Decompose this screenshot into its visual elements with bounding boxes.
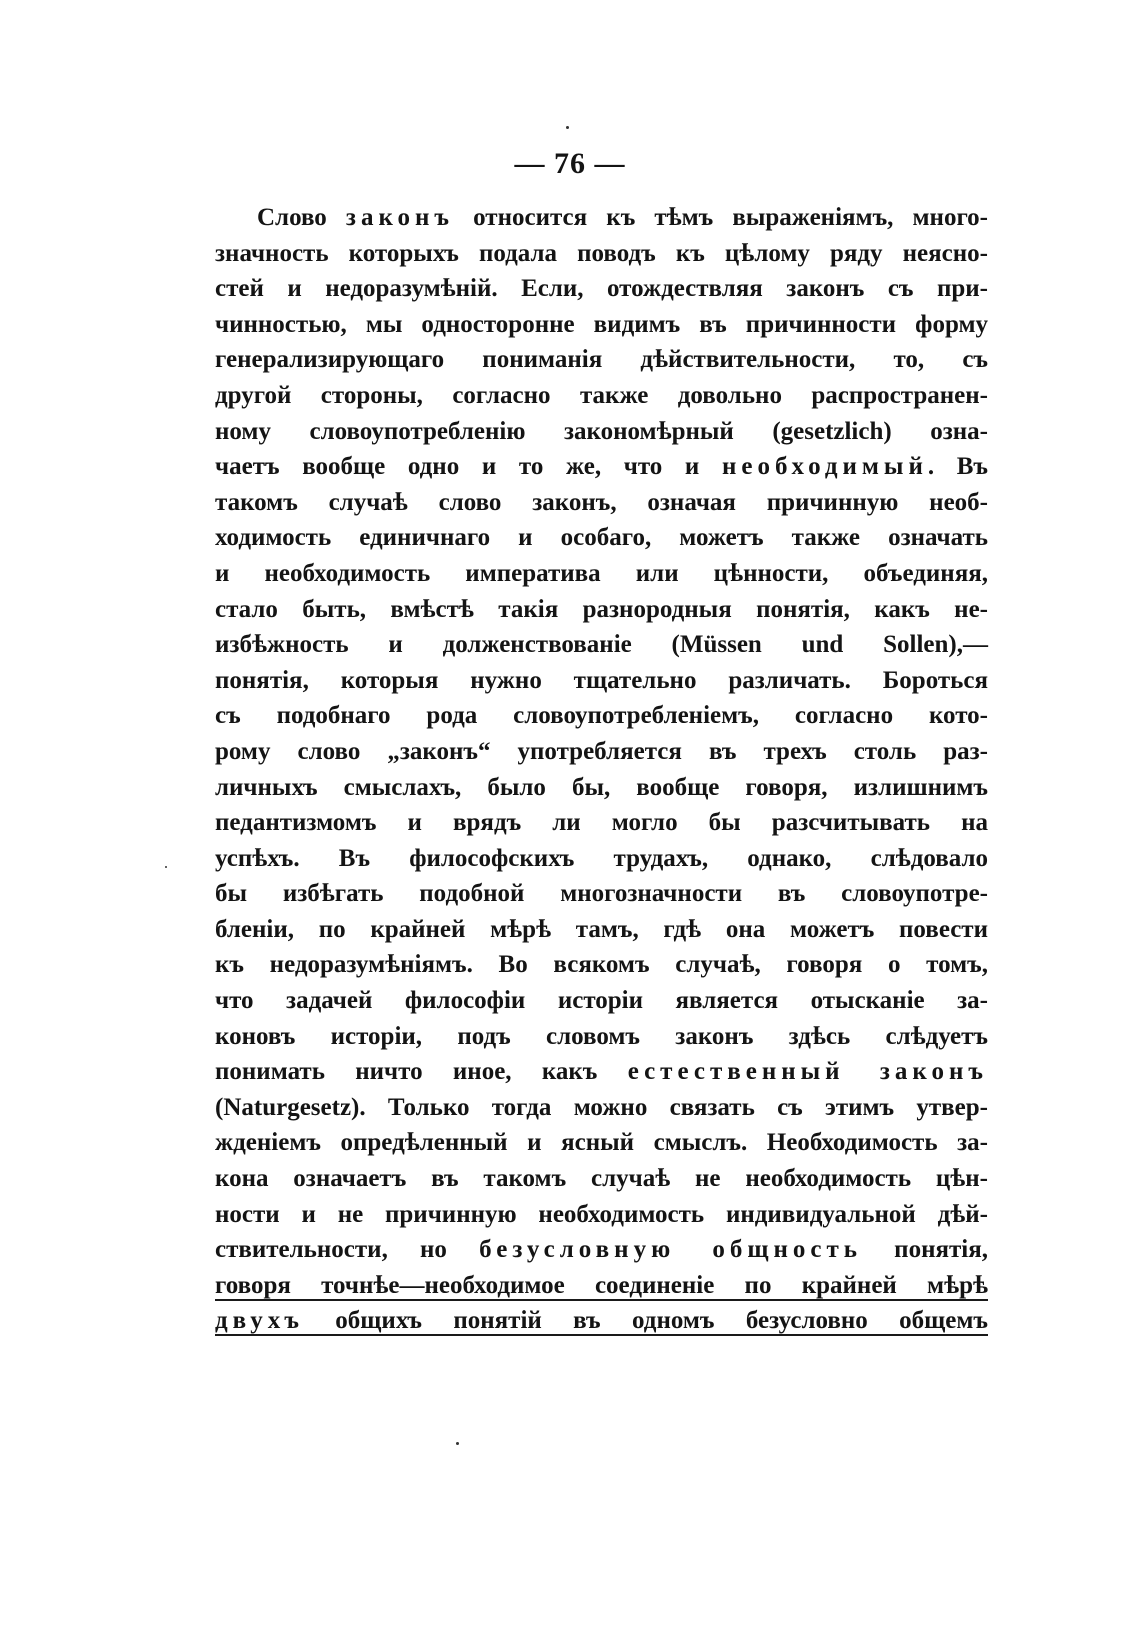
text-line: стей и недоразумѣній. Если, отождествляя законъ съ при- bbox=[215, 275, 988, 303]
text-line: бленіи, по крайней мѣрѣ тамъ, гдѣ она можетъ повести bbox=[215, 915, 988, 943]
text-line: бы избѣгать подобной многозначности въ словоупотре- bbox=[215, 880, 988, 908]
scan-speck bbox=[165, 866, 167, 868]
text-line: стало быть, вмѣстѣ такія разнородныя понятія, какъ не- bbox=[215, 595, 988, 623]
text-line: (Naturgesetz). Только тогда можно связать съ этимъ утвер- bbox=[215, 1093, 988, 1121]
text-line: понимать ничто иное, какъ естественный законъ bbox=[215, 1058, 988, 1086]
text-line: съ подобнаго рода словоупотребленіемъ, согласно кото- bbox=[215, 702, 988, 730]
text-line: генерализирующаго пониманія дѣйствительности, то, съ bbox=[215, 346, 988, 374]
text-line: понятія, которыя нужно тщательно различать. Бороться bbox=[215, 666, 988, 694]
text-line: къ недоразумѣніямъ. Во всякомъ случаѣ, говоря о томъ, bbox=[215, 951, 988, 979]
handwritten-underline: двухъ общихъ понятій въ одномъ безусловно общемъ bbox=[215, 1307, 988, 1335]
text-line: личныхъ смыслахъ, было бы, вообще говоря, излишнимъ bbox=[215, 773, 988, 801]
handwritten-underline: говоря точнѣе—необходимое соединеніе по крайней мѣрѣ bbox=[215, 1271, 988, 1299]
text-line: коновъ исторіи, подъ словомъ законъ здѣсь слѣдуетъ bbox=[215, 1022, 988, 1050]
text-line: ствительности, но безусловную общность понятія, bbox=[215, 1236, 988, 1264]
text-line: педантизмомъ и врядъ ли могло бы разсчитывать на bbox=[215, 809, 988, 837]
text-line: такомъ случаѣ слово законъ, означая причинную необ- bbox=[215, 488, 988, 516]
scan-speck bbox=[566, 126, 569, 129]
text-line: что задачей философіи исторіи является отысканіе за- bbox=[215, 987, 988, 1015]
text-line-underlined bbox=[215, 1268, 988, 1304]
text-line-underlined bbox=[215, 1303, 988, 1339]
text-line: ному словоупотребленію закономѣрный (gesetzlich) озна- bbox=[215, 417, 988, 445]
text-line: значность которыхъ подала поводъ къ цѣлому ряду неясно- bbox=[215, 239, 988, 267]
body-text bbox=[215, 200, 988, 1339]
text-line: Слово законъ относится къ тѣмъ выраженіямъ, много- bbox=[257, 204, 989, 231]
text-line: кона означаетъ въ такомъ случаѣ не необходимость цѣн- bbox=[215, 1165, 988, 1193]
text-line: чинностью, мы односторонне видимъ въ причинности форму bbox=[215, 310, 988, 338]
text-line: успѣхъ. Въ философскихъ трудахъ, однако, слѣдовало bbox=[215, 844, 988, 872]
text-line: другой стороны, согласно также довольно распространен- bbox=[215, 381, 988, 409]
text-line: жденіемъ опредѣленный и ясный смыслъ. Необходимость за- bbox=[215, 1129, 988, 1157]
text-line: избѣжность и долженствованіе (Müssen und Sollen),— bbox=[215, 631, 988, 659]
text-line: ности и не причинную необходимость индивидуальной дѣй- bbox=[215, 1200, 988, 1228]
text-line: чаетъ вообще одно и то же, что и необходимый. Въ bbox=[215, 453, 988, 481]
text-line: и необходимость императива или цѣнности, объединяя, bbox=[215, 559, 988, 587]
text-line: рому слово „законъ“ употребляется въ трехъ столь раз- bbox=[215, 737, 988, 765]
page-number: — 76 — bbox=[514, 147, 626, 180]
scan-speck bbox=[456, 1442, 459, 1445]
text-line: ходимость единичнаго и особаго, можетъ также означать bbox=[215, 524, 988, 552]
